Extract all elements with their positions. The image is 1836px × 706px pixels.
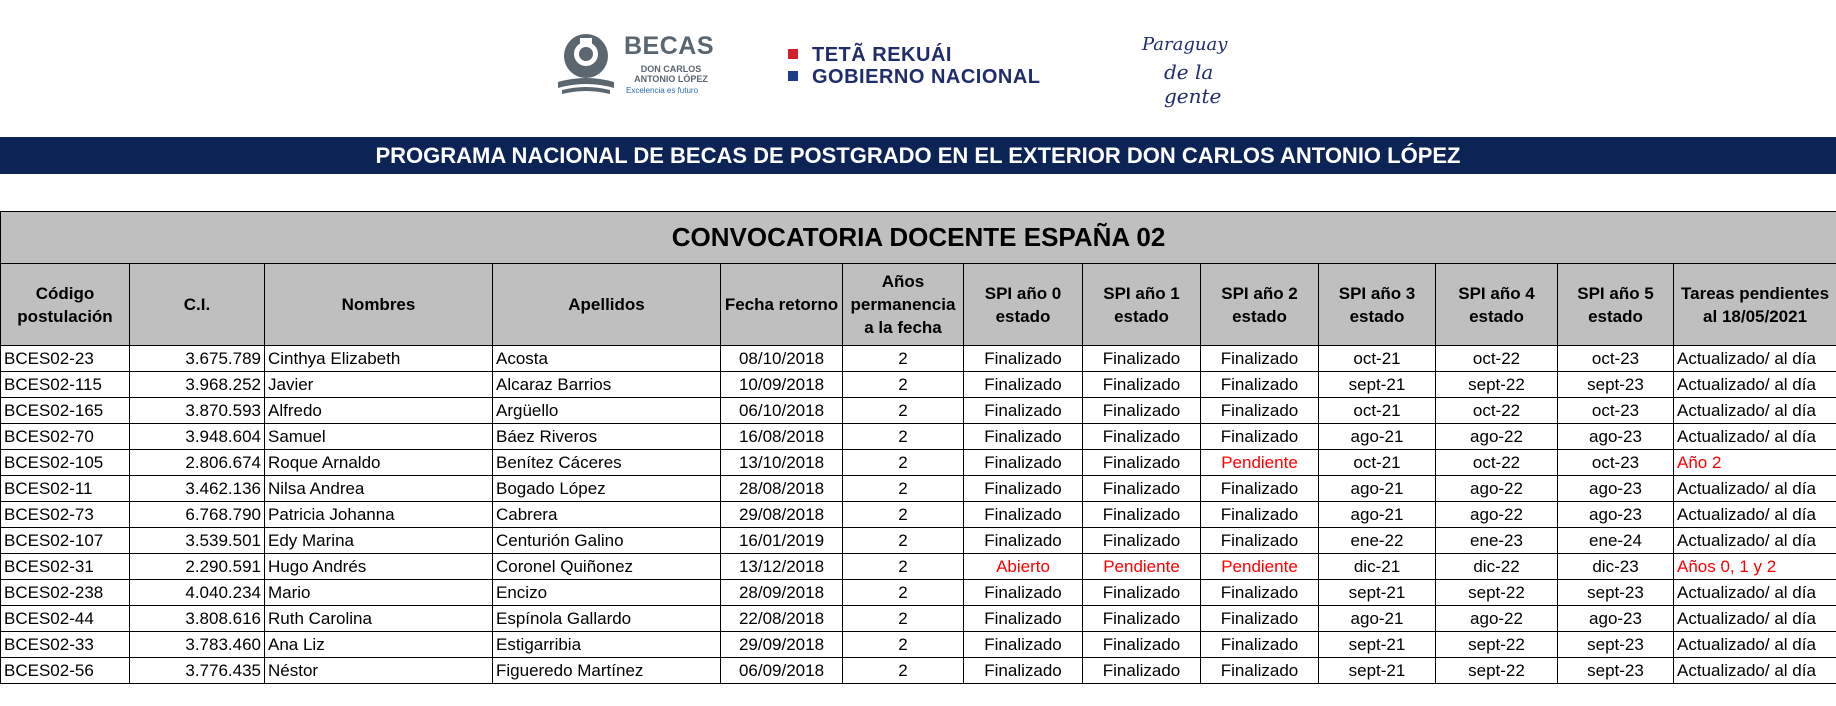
- cell-anos: 2: [843, 528, 964, 554]
- cell-spi-5: ago-23: [1558, 424, 1674, 450]
- cell-anos: 2: [843, 606, 964, 632]
- table-row: [1, 398, 1836, 424]
- cell-spi-2: Finalizado: [1201, 606, 1319, 632]
- cell-spi-4: oct-22: [1436, 450, 1558, 476]
- cell-apellidos: Argüello: [493, 398, 721, 424]
- table-row: [1, 554, 1836, 580]
- header-spi-4: SPI año 4 estado: [1436, 264, 1558, 346]
- cell-codigo: BCES02-70: [1, 424, 130, 450]
- cell-tareas: Actualizado/ al día: [1674, 632, 1836, 658]
- cell-fecha-retorno: 06/09/2018: [721, 658, 843, 684]
- gobierno-line-1: TETÃ REKUÁI: [812, 44, 952, 66]
- cell-spi-5: sept-23: [1558, 580, 1674, 606]
- program-banner: PROGRAMA NACIONAL DE BECAS DE POSTGRADO EN EL EXTERIOR DON CARLOS ANTONIO LÓPEZ: [0, 137, 1836, 174]
- cell-apellidos: Benítez Cáceres: [493, 450, 721, 476]
- cell-spi-3: sept-21: [1319, 580, 1436, 606]
- cell-nombres: Hugo Andrés: [265, 554, 493, 580]
- cell-spi-3: ene-22: [1319, 528, 1436, 554]
- cell-codigo: BCES02-11: [1, 476, 130, 502]
- cell-fecha-retorno: 08/10/2018: [721, 346, 843, 372]
- cell-fecha-retorno: 22/08/2018: [721, 606, 843, 632]
- cell-nombres: Patricia Johanna: [265, 502, 493, 528]
- cell-spi-2: Finalizado: [1201, 372, 1319, 398]
- cell-ci: 3.776.435: [130, 658, 265, 684]
- cell-spi-4: sept-22: [1436, 632, 1558, 658]
- cell-codigo: BCES02-56: [1, 658, 130, 684]
- header-spi-3: SPI año 3 estado: [1319, 264, 1436, 346]
- cell-spi-1: Pendiente: [1083, 554, 1201, 580]
- cell-anos: 2: [843, 424, 964, 450]
- cell-nombres: Mario: [265, 580, 493, 606]
- cell-fecha-retorno: 16/01/2019: [721, 528, 843, 554]
- cell-apellidos: Estigarribia: [493, 632, 721, 658]
- paraguay-line-1: Paraguay: [1142, 34, 1228, 55]
- cell-spi-2: Finalizado: [1201, 424, 1319, 450]
- cell-tareas: Actualizado/ al día: [1674, 372, 1836, 398]
- cell-codigo: BCES02-165: [1, 398, 130, 424]
- cell-ci: 3.462.136: [130, 476, 265, 502]
- cell-tareas: Año 2: [1674, 450, 1836, 476]
- cell-fecha-retorno: 10/09/2018: [721, 372, 843, 398]
- header-spi-5: SPI año 5 estado: [1558, 264, 1674, 346]
- header-spi-0: SPI año 0 estado: [964, 264, 1083, 346]
- cell-spi-4: ene-23: [1436, 528, 1558, 554]
- cell-codigo: BCES02-238: [1, 580, 130, 606]
- cell-codigo: BCES02-107: [1, 528, 130, 554]
- cell-ci: 2.806.674: [130, 450, 265, 476]
- cell-spi-0: Finalizado: [964, 502, 1083, 528]
- cell-spi-5: ago-23: [1558, 476, 1674, 502]
- cell-fecha-retorno: 13/10/2018: [721, 450, 843, 476]
- cell-spi-0: Finalizado: [964, 632, 1083, 658]
- cell-ci: 4.040.234: [130, 580, 265, 606]
- cell-spi-4: dic-22: [1436, 554, 1558, 580]
- table-row: [1, 580, 1836, 606]
- cell-spi-1: Finalizado: [1083, 346, 1201, 372]
- cell-spi-5: ene-24: [1558, 528, 1674, 554]
- cell-nombres: Néstor: [265, 658, 493, 684]
- cell-ci: 2.290.591: [130, 554, 265, 580]
- cell-anos: 2: [843, 632, 964, 658]
- cell-spi-3: sept-21: [1319, 658, 1436, 684]
- table-row: [1, 372, 1836, 398]
- cell-spi-3: sept-21: [1319, 372, 1436, 398]
- cell-apellidos: Bogado López: [493, 476, 721, 502]
- header-ci: C.I.: [130, 264, 265, 346]
- cell-ci: 3.783.460: [130, 632, 265, 658]
- cell-spi-4: sept-22: [1436, 372, 1558, 398]
- header-apellidos: Apellidos: [493, 264, 721, 346]
- header-tareas-pendientes: Tareas pendientes al 18/05/2021: [1674, 264, 1836, 346]
- header-spi-2: SPI año 2 estado: [1201, 264, 1319, 346]
- table-row: [1, 450, 1836, 476]
- header-spi-1: SPI año 1 estado: [1083, 264, 1201, 346]
- cell-spi-4: sept-22: [1436, 580, 1558, 606]
- cell-tareas: Actualizado/ al día: [1674, 580, 1836, 606]
- cell-spi-3: oct-21: [1319, 346, 1436, 372]
- cell-anos: 2: [843, 658, 964, 684]
- cell-apellidos: Cabrera: [493, 502, 721, 528]
- cell-spi-4: oct-22: [1436, 398, 1558, 424]
- table-title-row: [1, 212, 1836, 264]
- cell-spi-0: Finalizado: [964, 658, 1083, 684]
- cell-fecha-retorno: 29/09/2018: [721, 632, 843, 658]
- cell-ci: 3.968.252: [130, 372, 265, 398]
- cell-codigo: BCES02-33: [1, 632, 130, 658]
- cell-codigo: BCES02-44: [1, 606, 130, 632]
- cell-spi-3: sept-21: [1319, 632, 1436, 658]
- cell-spi-0: Finalizado: [964, 528, 1083, 554]
- cell-spi-0: Finalizado: [964, 476, 1083, 502]
- cell-spi-0: Finalizado: [964, 372, 1083, 398]
- header-fecha-retorno: Fecha retorno: [721, 264, 843, 346]
- cell-spi-3: ago-21: [1319, 606, 1436, 632]
- cell-spi-2: Finalizado: [1201, 658, 1319, 684]
- cell-spi-3: dic-21: [1319, 554, 1436, 580]
- cell-spi-4: ago-22: [1436, 606, 1558, 632]
- cell-spi-5: oct-23: [1558, 346, 1674, 372]
- cell-spi-2: Finalizado: [1201, 580, 1319, 606]
- cell-anos: 2: [843, 554, 964, 580]
- cell-nombres: Roque Arnaldo: [265, 450, 493, 476]
- cell-anos: 2: [843, 580, 964, 606]
- cell-ci: 3.539.501: [130, 528, 265, 554]
- becas-tagline: Excelencia es futuro: [626, 86, 699, 95]
- cell-spi-2: Finalizado: [1201, 502, 1319, 528]
- cell-fecha-retorno: 06/10/2018: [721, 398, 843, 424]
- cell-ci: 6.768.790: [130, 502, 265, 528]
- cell-anos: 2: [843, 476, 964, 502]
- cell-codigo: BCES02-23: [1, 346, 130, 372]
- cell-tareas: Actualizado/ al día: [1674, 528, 1836, 554]
- table-row: [1, 606, 1836, 632]
- cell-spi-4: oct-22: [1436, 346, 1558, 372]
- cell-fecha-retorno: 16/08/2018: [721, 424, 843, 450]
- cell-spi-2: Pendiente: [1201, 450, 1319, 476]
- table-row: [1, 658, 1836, 684]
- cell-anos: 2: [843, 502, 964, 528]
- cell-anos: 2: [843, 346, 964, 372]
- cell-apellidos: Espínola Gallardo: [493, 606, 721, 632]
- cell-spi-5: sept-23: [1558, 658, 1674, 684]
- cell-spi-5: ago-23: [1558, 502, 1674, 528]
- cell-nombres: Javier: [265, 372, 493, 398]
- cell-spi-3: oct-21: [1319, 398, 1436, 424]
- cell-spi-1: Finalizado: [1083, 528, 1201, 554]
- cell-spi-0: Finalizado: [964, 580, 1083, 606]
- cell-spi-0: Finalizado: [964, 424, 1083, 450]
- becas-emblem-icon: [554, 30, 618, 100]
- cell-apellidos: Báez Riveros: [493, 424, 721, 450]
- cell-spi-2: Finalizado: [1201, 398, 1319, 424]
- cell-fecha-retorno: 29/08/2018: [721, 502, 843, 528]
- cell-spi-1: Finalizado: [1083, 450, 1201, 476]
- cell-codigo: BCES02-115: [1, 372, 130, 398]
- cell-spi-1: Finalizado: [1083, 658, 1201, 684]
- red-square-icon: [788, 49, 798, 59]
- cell-tareas: Actualizado/ al día: [1674, 606, 1836, 632]
- header-codigo: Código postulación: [1, 264, 130, 346]
- cell-fecha-retorno: 13/12/2018: [721, 554, 843, 580]
- cell-tareas: Actualizado/ al día: [1674, 502, 1836, 528]
- logo-strip: [0, 0, 1836, 137]
- cell-spi-1: Finalizado: [1083, 372, 1201, 398]
- cell-spi-2: Pendiente: [1201, 554, 1319, 580]
- cell-spi-5: sept-23: [1558, 632, 1674, 658]
- cell-spi-3: ago-21: [1319, 476, 1436, 502]
- cell-spi-4: sept-22: [1436, 658, 1558, 684]
- cell-nombres: Samuel: [265, 424, 493, 450]
- cell-spi-1: Finalizado: [1083, 606, 1201, 632]
- gobierno-logo: [786, 44, 1046, 88]
- cell-apellidos: Acosta: [493, 346, 721, 372]
- cell-spi-0: Finalizado: [964, 450, 1083, 476]
- cell-spi-5: oct-23: [1558, 398, 1674, 424]
- table-row: [1, 476, 1836, 502]
- cell-ci: 3.948.604: [130, 424, 265, 450]
- cell-nombres: Ruth Carolina: [265, 606, 493, 632]
- cell-apellidos: Coronel Quiñonez: [493, 554, 721, 580]
- table-row: [1, 424, 1836, 450]
- cell-spi-2: Finalizado: [1201, 528, 1319, 554]
- becas-logo: [554, 30, 714, 100]
- gobierno-line-2: GOBIERNO NACIONAL: [812, 66, 1041, 88]
- cell-spi-5: dic-23: [1558, 554, 1674, 580]
- paraguay-line-2: de la gente: [1164, 60, 1222, 108]
- table-row: [1, 502, 1836, 528]
- table-header-row: [1, 264, 1836, 346]
- cell-spi-4: ago-22: [1436, 502, 1558, 528]
- cell-fecha-retorno: 28/08/2018: [721, 476, 843, 502]
- cell-anos: 2: [843, 372, 964, 398]
- cell-apellidos: Encizo: [493, 580, 721, 606]
- paraguay-logo: [1140, 32, 1270, 108]
- table-row: [1, 528, 1836, 554]
- cell-anos: 2: [843, 450, 964, 476]
- cell-apellidos: Alcaraz Barrios: [493, 372, 721, 398]
- cell-spi-1: Finalizado: [1083, 580, 1201, 606]
- cell-spi-1: Finalizado: [1083, 476, 1201, 502]
- cell-spi-1: Finalizado: [1083, 632, 1201, 658]
- cell-spi-1: Finalizado: [1083, 424, 1201, 450]
- becas-title: BECAS: [624, 32, 715, 60]
- cell-nombres: Edy Marina: [265, 528, 493, 554]
- header-nombres: Nombres: [265, 264, 493, 346]
- cell-apellidos: Figueredo Martínez: [493, 658, 721, 684]
- cell-spi-3: oct-21: [1319, 450, 1436, 476]
- cell-anos: 2: [843, 398, 964, 424]
- cell-spi-5: oct-23: [1558, 450, 1674, 476]
- cell-tareas: Actualizado/ al día: [1674, 346, 1836, 372]
- cell-spi-1: Finalizado: [1083, 502, 1201, 528]
- cell-spi-3: ago-21: [1319, 424, 1436, 450]
- cell-spi-4: ago-22: [1436, 424, 1558, 450]
- cell-spi-0: Finalizado: [964, 346, 1083, 372]
- cell-nombres: Cinthya Elizabeth: [265, 346, 493, 372]
- table-row: [1, 632, 1836, 658]
- becas-subtitle: DON CARLOS ANTONIO LÓPEZ: [634, 64, 708, 84]
- cell-codigo: BCES02-31: [1, 554, 130, 580]
- cell-spi-0: Finalizado: [964, 606, 1083, 632]
- cell-tareas: Actualizado/ al día: [1674, 398, 1836, 424]
- cell-tareas: Actualizado/ al día: [1674, 658, 1836, 684]
- blue-square-icon: [788, 71, 798, 81]
- cell-tareas: Actualizado/ al día: [1674, 424, 1836, 450]
- cell-spi-4: ago-22: [1436, 476, 1558, 502]
- table-row: [1, 346, 1836, 372]
- cell-ci: 3.870.593: [130, 398, 265, 424]
- cell-fecha-retorno: 28/09/2018: [721, 580, 843, 606]
- cell-spi-3: ago-21: [1319, 502, 1436, 528]
- table-title: CONVOCATORIA DOCENTE ESPAÑA 02: [1, 212, 1836, 264]
- cell-ci: 3.808.616: [130, 606, 265, 632]
- cell-spi-0: Finalizado: [964, 398, 1083, 424]
- cell-nombres: Alfredo: [265, 398, 493, 424]
- cell-spi-2: Finalizado: [1201, 476, 1319, 502]
- cell-tareas: Actualizado/ al día: [1674, 476, 1836, 502]
- cell-nombres: Ana Liz: [265, 632, 493, 658]
- cell-codigo: BCES02-105: [1, 450, 130, 476]
- cell-codigo: BCES02-73: [1, 502, 130, 528]
- cell-apellidos: Centurión Galino: [493, 528, 721, 554]
- cell-nombres: Nilsa Andrea: [265, 476, 493, 502]
- cell-spi-5: ago-23: [1558, 606, 1674, 632]
- cell-spi-2: Finalizado: [1201, 346, 1319, 372]
- cell-spi-2: Finalizado: [1201, 632, 1319, 658]
- cell-spi-0: Abierto: [964, 554, 1083, 580]
- scholarship-table: [0, 211, 1836, 684]
- header-anos-permanencia: Años permanencia a la fecha: [843, 264, 964, 346]
- cell-spi-1: Finalizado: [1083, 398, 1201, 424]
- cell-ci: 3.675.789: [130, 346, 265, 372]
- cell-tareas: Años 0, 1 y 2: [1674, 554, 1836, 580]
- cell-spi-5: sept-23: [1558, 372, 1674, 398]
